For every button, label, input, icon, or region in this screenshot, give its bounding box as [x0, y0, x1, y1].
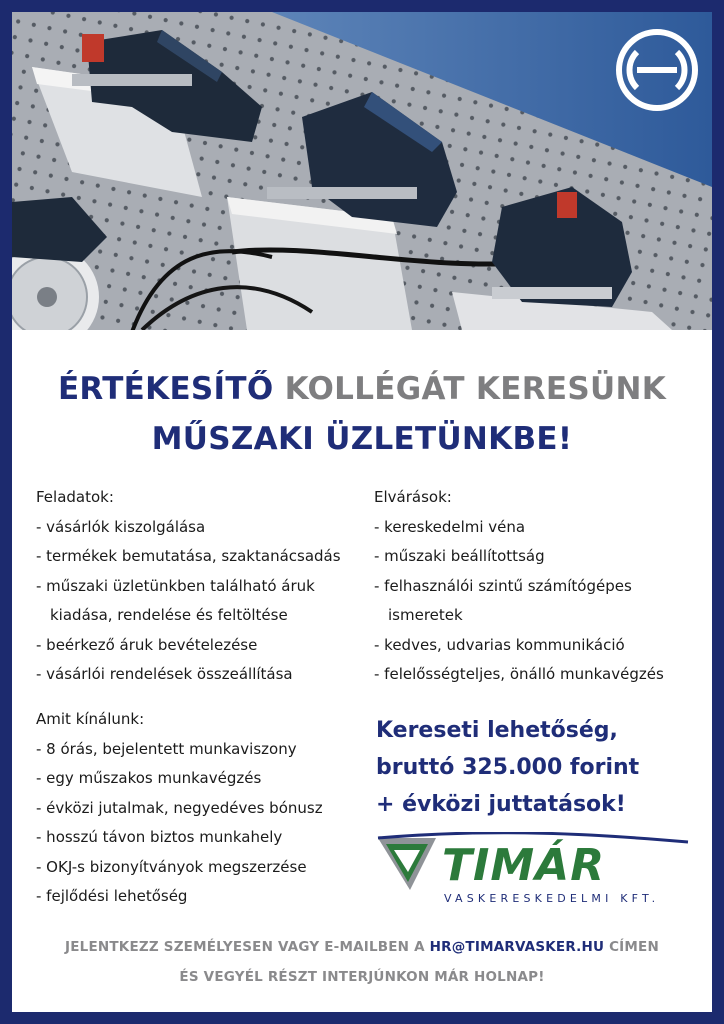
- list-item: kiadása, rendelése és feltöltése: [50, 606, 288, 624]
- headline-accent: ÉRTÉKESÍTŐ: [57, 371, 274, 407]
- list-item: - fejlődési lehetőség: [36, 887, 188, 905]
- requirements-section: [374, 483, 704, 690]
- headline-line-2: MŰSZAKI ÜZLETÜNKBE!: [151, 421, 573, 457]
- logo-name: TIMÁR: [442, 840, 606, 891]
- footer-line-1-pre: JELENTKEZZ SZEMÉLYESEN VAGY E-MAILBEN A: [65, 939, 425, 955]
- logo-subtitle: VASKERESKEDELMI KFT.: [444, 892, 660, 905]
- list-item: - OKJ-s bizonyítványok megszerzése: [36, 857, 307, 876]
- salary-highlight: [376, 712, 706, 823]
- tools-photo: [12, 12, 712, 330]
- list-item: - műszaki üzletünkben található áruk: [36, 576, 315, 595]
- list-item: - 8 órás, bejelentett munkaviszony: [36, 739, 297, 758]
- salary-line-3: + évközi juttatások!: [376, 792, 626, 817]
- requirements-heading: Elvárások:: [374, 488, 452, 506]
- list-item: - hosszú távon biztos munkahely: [36, 828, 283, 846]
- company-logo: [376, 832, 696, 912]
- tasks-heading: Feladatok:: [36, 488, 114, 506]
- list-item: - beérkező áruk bevételezése: [36, 635, 258, 654]
- footer-line-2: ÉS VEGYÉL RÉSZT INTERJÚNKON MÁR HOLNAP!: [179, 969, 545, 985]
- list-item: - felelősségteljes, önálló munkavégzés: [374, 665, 664, 683]
- footer-line-1: [12, 932, 712, 962]
- tasks-section: [36, 483, 366, 690]
- list-item: - felhasználói szintű számítógépes: [374, 576, 632, 595]
- offers-heading: Amit kínálunk:: [36, 710, 145, 728]
- footer-cta: [12, 932, 712, 992]
- headline: [12, 364, 712, 464]
- headline-line-1: [12, 364, 712, 414]
- list-item: - évközi jutalmak, negyedéves bónusz: [36, 798, 323, 817]
- footer-line-1-post: CÍMEN: [609, 939, 659, 955]
- list-item: - műszaki beállítottság: [374, 547, 545, 565]
- list-item: - kereskedelmi véna: [374, 517, 526, 536]
- list-item: ismeretek: [388, 606, 463, 624]
- salary-line-1: Kereseti lehetőség,: [376, 718, 618, 743]
- contact-email-link[interactable]: HR@TIMARVASKER.HU: [429, 939, 605, 955]
- list-item: - vásárlók kiszolgálása: [36, 517, 206, 536]
- offers-section: [36, 705, 366, 912]
- list-item: - vásárlói rendelések összeállítása: [36, 665, 293, 683]
- timar-emblem-icon: [376, 832, 696, 894]
- list-item: - termékek bemutatása, szaktanácsadás: [36, 547, 341, 565]
- salary-line-2: bruttó 325.000 forint: [376, 755, 640, 780]
- headline-rest: KOLLÉGÁT KERESÜNK: [284, 371, 667, 407]
- list-item: - egy műszakos munkavégzés: [36, 769, 262, 787]
- list-item: - kedves, udvarias kommunikáció: [374, 635, 625, 654]
